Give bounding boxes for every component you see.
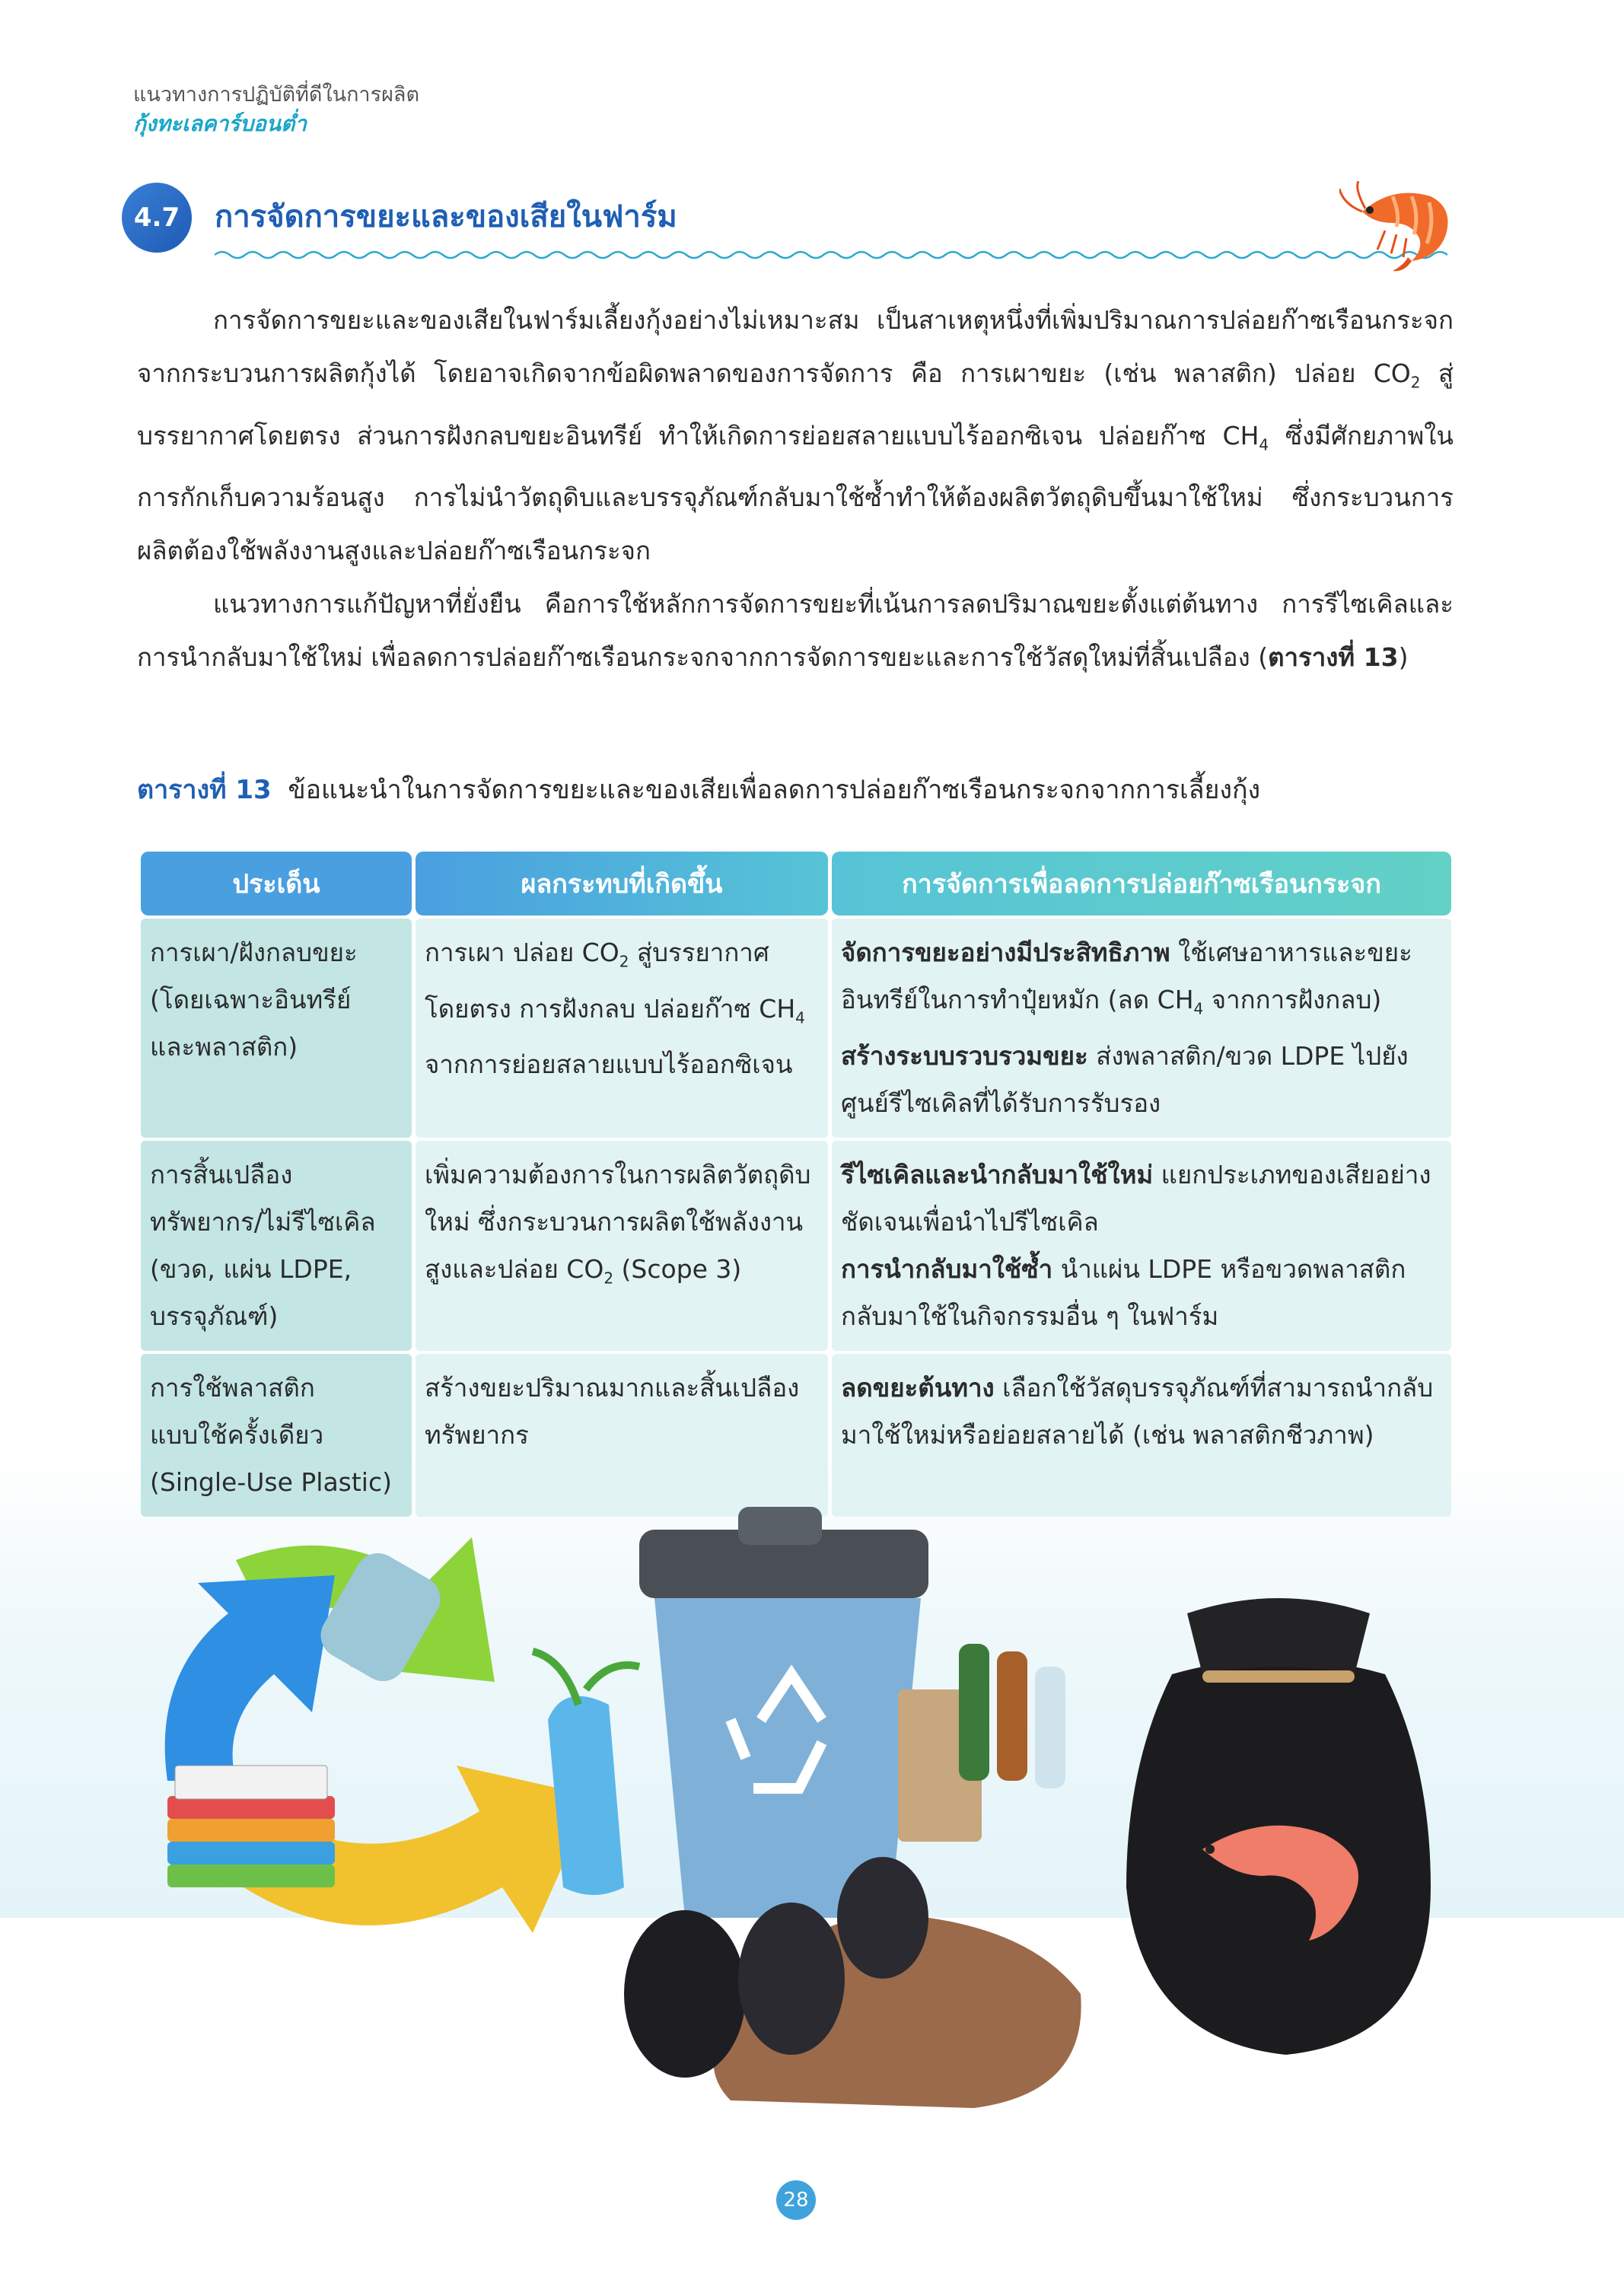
header-issue: ประเด็น bbox=[141, 852, 412, 916]
running-header-title: แนวทางการปฏิบัติที่ดีในการผลิต bbox=[133, 83, 419, 107]
page-number: 28 bbox=[776, 2180, 816, 2220]
issue-line: แบบใช้ครั้งเดียว bbox=[150, 1419, 324, 1450]
section-title: การจัดการขยะและของเสียในฟาร์ม bbox=[215, 199, 677, 234]
impact-cell bbox=[416, 919, 828, 1138]
management-text: จากการฝังกลบ) bbox=[1203, 985, 1382, 1014]
shrimp-icon bbox=[1339, 181, 1469, 280]
issue-line: การสิ้นเปลือง bbox=[150, 1159, 293, 1189]
issue-line: การเผา/ฝังกลบขยะ bbox=[150, 938, 358, 967]
paragraph-1 bbox=[137, 294, 1454, 578]
issue-cell bbox=[141, 1141, 412, 1351]
management-text: นำแผ่น LDPE หรือขวดพลาสติกกลับมาใช้ในกิจกรรมอื่น ๆ ในฟาร์ม bbox=[841, 1253, 1406, 1331]
section-number-badge: 4.7 bbox=[122, 183, 192, 253]
paragraph-2-ref-open: ( bbox=[1258, 642, 1269, 673]
subscript: 4 bbox=[1193, 999, 1204, 1018]
paragraph-1-part-2: สู่บรรยากาศโดยตรง ส่วนการฝังกลบขยะอินทรีย์ ทำให้เกิดการย่อยสลายแบบไร้ออกซิเจน ปล่อยก๊าซ CH bbox=[137, 358, 1454, 451]
issue-line: ทรัพยากร/ไม่รีไซเคิล bbox=[150, 1206, 376, 1237]
issue-line: (Single-Use Plastic) bbox=[150, 1466, 392, 1497]
impact-text: จากการย่อยสลายแบบไร้ออกซิเจน bbox=[425, 1049, 793, 1080]
table-reference: ตารางที่ 13 bbox=[1268, 642, 1399, 673]
paragraph-1-part-3: ซึ่งมีศักยภาพในการกักเก็บความร้อนสูง การไม่นำวัตถุดิบและบรรจุภัณฑ์กลับมาใช้ซ้ำทำให้ต้องผลิตวัตถุดิบขึ้นมาใช้ใหม่ ซึ่งกระบวนการผลิตต้องใช้พลังงานสูงและปล่อยก๊าซเรือนกระจก bbox=[137, 420, 1454, 566]
table-caption bbox=[137, 769, 1260, 810]
paragraph-2-ref-close: ) bbox=[1398, 642, 1409, 673]
impact-text: (Scope 3) bbox=[613, 1253, 742, 1284]
header-management: การจัดการเพื่อลดการปล่อยก๊าซเรือนกระจก bbox=[832, 852, 1451, 916]
management-cell bbox=[832, 919, 1451, 1138]
garbage-bag-icon bbox=[1126, 1598, 1431, 2055]
table-caption-text: ข้อแนะนำในการจัดการขยะและของเสียเพื่อลดการปล่อยก๊าซเรือนกระจกจากการเลี้ยงกุ้ง bbox=[288, 775, 1261, 805]
subscript: 2 bbox=[619, 952, 629, 971]
newspaper-stack-icon bbox=[167, 1766, 335, 1887]
impact-text: การเผา ปล่อย CO bbox=[425, 938, 619, 967]
issue-line: การใช้พลาสติก bbox=[150, 1372, 315, 1403]
running-header-subtitle: กุ้งทะเลคาร์บอนต่ำ bbox=[133, 111, 307, 136]
table-caption-label: ตารางที่ 13 bbox=[137, 775, 272, 805]
waste-illustration bbox=[137, 1492, 1461, 2123]
subscript: 2 bbox=[603, 1269, 614, 1288]
management-text: ส่งพลาสติก/ขวด LDPE ไปยังศูนย์รีไซเคิลที่ได้รับการรับรอง bbox=[841, 1040, 1409, 1118]
recycling-bin-icon bbox=[639, 1507, 928, 1918]
header-impact: ผลกระทบที่เกิดขึ้น bbox=[416, 852, 828, 916]
management-text: ใช้เศษอาหารและขยะอินทรีย์ในการทำปุ๋ยหมัก (ลด CH bbox=[841, 938, 1412, 1014]
management-heading: สร้างระบบรวบรวมขยะ bbox=[841, 1040, 1088, 1071]
paragraph-2-text: แนวทางการแก้ปัญหาที่ยั่งยืน คือการใช้หลักการจัดการขยะที่เน้นการลดปริมาณขยะตั้งแต่ต้นทาง การรีไซเคิลและการนำกลับมาใช้ใหม่ เพื่อลดการปล่อยก๊าซเรือนกระจกจากการจัดการขยะและการใช้วัสดุใหม่ที่สิ้นเปลือง bbox=[137, 589, 1454, 673]
management-item bbox=[841, 1246, 1442, 1340]
management-item bbox=[841, 1151, 1442, 1246]
paragraph-1-part-1: การจัดการขยะและของเสียในฟาร์มเลี้ยงกุ้งอย่างไม่เหมาะสม เป็นสาเหตุหนึ่งที่เพิ่มปริมาณการปล่อยก๊าซเรือนกระจกจากกระบวนการผลิตกุ้งได้ โดยอาจเกิดจากข้อผิดพลาดของการจัดการ คือ การเผาขยะ (เช่น พลาสติก) ปล่อย CO bbox=[137, 305, 1454, 388]
management-heading: ลดขยะต้นทาง bbox=[841, 1372, 995, 1403]
impact-cell bbox=[416, 1141, 828, 1351]
management-heading: รีไซเคิลและนำกลับมาใช้ใหม่ bbox=[841, 1159, 1154, 1189]
body-text bbox=[137, 294, 1454, 684]
management-item bbox=[841, 1365, 1442, 1459]
management-cell bbox=[832, 1141, 1451, 1351]
table-row bbox=[141, 1141, 1451, 1351]
impact-text: สู่บรรยากาศโดยตรง การฝังกลบ ปล่อยก๊าซ CH bbox=[425, 938, 796, 1024]
issue-line: (ขวด, แผ่น LDPE, bbox=[150, 1253, 352, 1284]
management-item bbox=[841, 929, 1442, 1033]
impact-text: เพิ่มความต้องการในการผลิตวัตถุดิบใหม่ ซึ่งกระบวนการผลิตใช้พลังงานสูงและปล่อย CO bbox=[425, 1159, 811, 1284]
subscript: 4 bbox=[795, 1008, 805, 1027]
wave-divider-icon bbox=[215, 247, 1447, 263]
management-heading: จัดการขยะอย่างมีประสิทธิภาพ bbox=[841, 938, 1170, 967]
management-heading: การนำกลับมาใช้ซ้ำ bbox=[841, 1253, 1053, 1284]
issue-line: บรรจุภัณฑ์) bbox=[150, 1301, 279, 1331]
table-header-row bbox=[141, 852, 1451, 916]
paragraph-2 bbox=[137, 578, 1454, 684]
management-text: แยกประเภทของเสียอย่างชัดเจนเพื่อนำไปรีไซเคิล bbox=[841, 1159, 1431, 1237]
subscript: 2 bbox=[1410, 373, 1421, 392]
table-row bbox=[141, 919, 1451, 1138]
issue-cell bbox=[141, 919, 412, 1138]
impact-text: สร้างขยะปริมาณมากและสิ้นเปลืองทรัพยากร bbox=[425, 1372, 800, 1450]
management-text: เลือกใช้วัสดุบรรจุภัณฑ์ที่สามารถนำกลับมาใช้ใหม่หรือย่อยสลายได้ (เช่น พลาสติกชีวภาพ) bbox=[841, 1372, 1434, 1450]
subscript: 4 bbox=[1259, 435, 1269, 454]
issue-line: และพลาสติก) bbox=[150, 1032, 298, 1062]
issue-line: (โดยเฉพาะอินทรีย์ bbox=[150, 985, 352, 1014]
recommendation-table bbox=[137, 849, 1455, 1520]
management-item bbox=[841, 1033, 1442, 1127]
recycle-arrows-icon bbox=[165, 1537, 639, 1933]
